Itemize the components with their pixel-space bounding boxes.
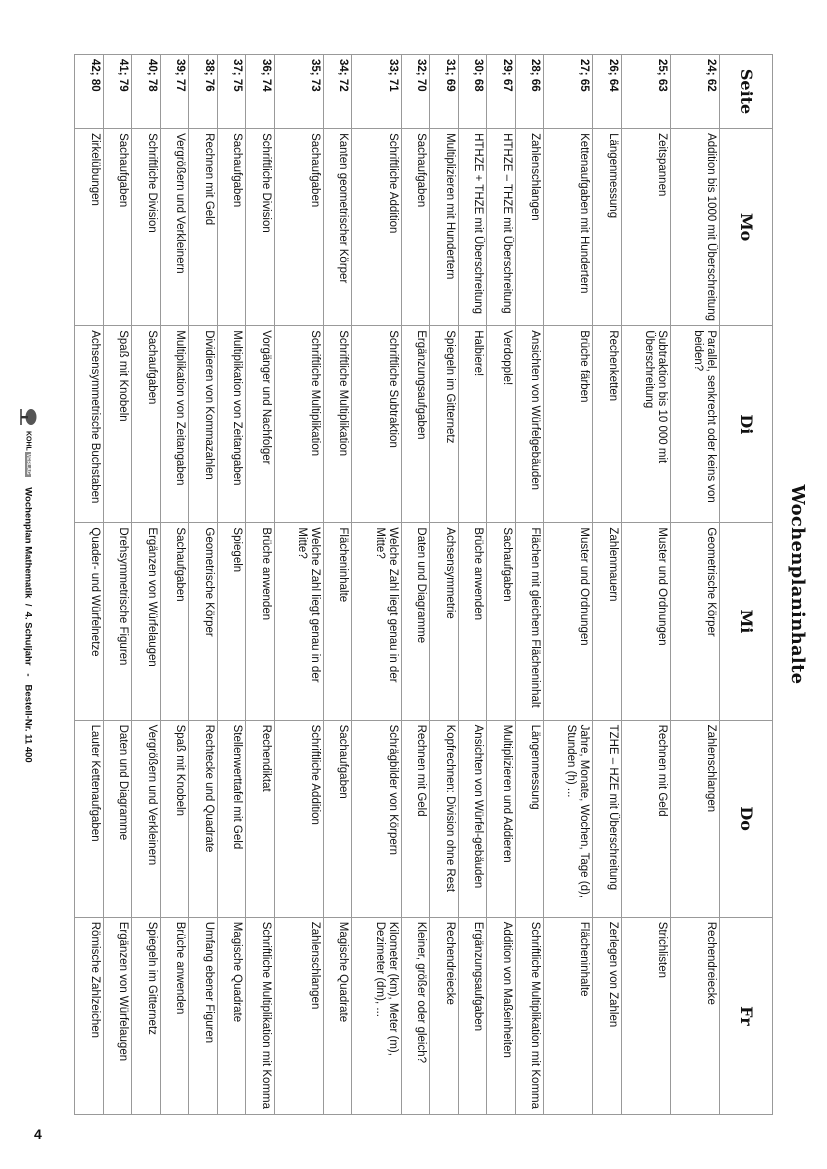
page-cell: 25; 63 <box>621 55 670 129</box>
cell-mi: Muster und Ordnungen <box>621 523 670 720</box>
cell-do: Stellenwerttafel mit Geld <box>217 720 246 917</box>
cell-do: Schrägbilder von Körpern <box>352 720 401 917</box>
column-header-mo: Mo <box>720 129 773 326</box>
cell-di: Halbiere! <box>458 326 487 523</box>
cell-mi: Flächen mit gleichem Flächeninhalt <box>515 523 544 720</box>
publisher-tag: VERLAG <box>25 453 31 475</box>
page-cell: 36; 74 <box>246 55 275 129</box>
page-cell: 31; 69 <box>430 55 459 129</box>
cell-di: Schriftliche Subtraktion <box>352 326 401 523</box>
page-title: Wochenplaninhalte <box>787 484 808 685</box>
cell-mi: Quader- und Würfelnetze <box>75 523 104 720</box>
cell-di: Schriftliche Multiplikation <box>323 326 352 523</box>
cell-mo: HTHZE + THZE mit Überschreitung <box>458 129 487 326</box>
table-row <box>621 55 670 1115</box>
cell-mi: Sachaufgaben <box>160 523 189 720</box>
footer <box>19 0 37 1169</box>
cell-di: Achsensymmetrische Buchstaben <box>75 326 104 523</box>
table-row <box>487 55 516 1115</box>
table-row <box>217 55 246 1115</box>
cell-do: TZHE – HZE mit Überschreitung <box>593 720 622 917</box>
cell-fr: Magische Quadrate <box>323 917 352 1114</box>
table-row <box>323 55 352 1115</box>
cell-mo: Kanten geometrischer Körper <box>323 129 352 326</box>
footer-text: Wochenplan Mathematik / 4. Schuljahr - Bestell-Nr. 11 400 <box>22 487 34 763</box>
cell-do: Rechnen mit Geld <box>401 720 430 917</box>
cell-di: Subtraktion bis 10 000 mit Überschreitung <box>621 326 670 523</box>
cell-mo: Sachaufgaben <box>401 129 430 326</box>
cell-fr: Zerlegen von Zahlen <box>593 917 622 1114</box>
cell-mi: Geometrische Körper <box>670 523 719 720</box>
cell-fr: Schriftliche Multiplikation mit Komma <box>246 917 275 1114</box>
cell-mo: Längenmessung <box>593 129 622 326</box>
page-cell: 40; 78 <box>132 55 161 129</box>
table-row <box>544 55 593 1115</box>
cell-di: Multiplikation von Zeitangaben <box>160 326 189 523</box>
cell-mi: Daten und Diagramme <box>401 523 430 720</box>
publisher-logo <box>19 406 37 476</box>
cell-do: Schriftliche Addition <box>274 720 323 917</box>
cell-fr: Strichlisten <box>621 917 670 1114</box>
cell-do: Spaß mit Knobeln <box>160 720 189 917</box>
page-cell: 42; 80 <box>75 55 104 129</box>
weekly-plan-table <box>74 54 773 1115</box>
cell-di: Sachaufgaben <box>132 326 161 523</box>
table-row <box>160 55 189 1115</box>
cell-mo: Vergrößern und Verkleinern <box>160 129 189 326</box>
page-cell: 28; 66 <box>515 55 544 129</box>
cell-mo: Kettenaufgaben mit Hundertern <box>544 129 593 326</box>
table-row <box>670 55 719 1115</box>
cell-do: Sachaufgaben <box>323 720 352 917</box>
cell-mo: Zirkelübungen <box>75 129 104 326</box>
cell-di: Parallel, senkrecht oder keins von beiden? <box>670 326 719 523</box>
cell-do: Lauter Kettenaufgaben <box>75 720 104 917</box>
cell-fr: Ergänzen von Würfelaugen <box>103 917 132 1114</box>
page-cell: 27; 65 <box>544 55 593 129</box>
cell-do: Rechendiktat <box>246 720 275 917</box>
page-cell: 30; 68 <box>458 55 487 129</box>
cell-mo: Multiplizieren mit Hundertern <box>430 129 459 326</box>
cell-mo: HTHZE – THZE mit Überschreitung <box>487 129 516 326</box>
table-row <box>132 55 161 1115</box>
cell-do: Zahlenschlangen <box>670 720 719 917</box>
page-cell: 41; 79 <box>103 55 132 129</box>
table-row <box>274 55 323 1115</box>
cell-di: Multiplikation von Zeitangaben <box>217 326 246 523</box>
cell-do: Jahre, Monate, Wochen, Tage (d), Stunden (h) ... <box>544 720 593 917</box>
cell-di: Brüche färben <box>544 326 593 523</box>
cell-fr: Spiegeln im Gitternetz <box>132 917 161 1114</box>
cell-mi: Zahlenmauern <box>593 523 622 720</box>
cell-mi: Spiegeln <box>217 523 246 720</box>
cell-di: Spiegeln im Gitternetz <box>430 326 459 523</box>
page-cell: 32; 70 <box>401 55 430 129</box>
cell-di: Verdopple! <box>487 326 516 523</box>
table-row <box>189 55 218 1115</box>
cell-fr: Flächeninhalte <box>544 917 593 1114</box>
cell-di: Schriftliche Multiplikation <box>274 326 323 523</box>
cell-mo: Zeitspannen <box>621 129 670 326</box>
cell-di: Rechenketten <box>593 326 622 523</box>
cell-mi: Brüche anwenden <box>246 523 275 720</box>
page-cell: 26; 64 <box>593 55 622 129</box>
table-row <box>515 55 544 1115</box>
page-cell: 39; 77 <box>160 55 189 129</box>
column-header-fr: Fr <box>720 917 773 1114</box>
page-cell: 35; 73 <box>274 55 323 129</box>
cell-fr: Ergänzungsaufgaben <box>458 917 487 1114</box>
page-cell: 38; 76 <box>189 55 218 129</box>
page-cell: 33; 71 <box>352 55 401 129</box>
page-cell: 29; 67 <box>487 55 516 129</box>
cell-mi: Muster und Ordnungen <box>544 523 593 720</box>
cell-mi: Brüche anwenden <box>458 523 487 720</box>
cell-do: Multiplizieren und Addieren <box>487 720 516 917</box>
cell-fr: Kleiner, größer oder gleich? <box>401 917 430 1114</box>
cell-mo: Schriftliche Division <box>132 129 161 326</box>
cell-mi: Drehsymmetrische Figuren <box>103 523 132 720</box>
column-header-do: Do <box>720 720 773 917</box>
cell-mo: Addition bis 1000 mit Überschreitung <box>670 129 719 326</box>
cell-do: Längenmessung <box>515 720 544 917</box>
cell-mo: Zahlenschlangen <box>515 129 544 326</box>
cell-fr: Rechendreiecke <box>430 917 459 1114</box>
table-row <box>246 55 275 1115</box>
table-row <box>458 55 487 1115</box>
cell-fr: Zahlenschlangen <box>274 917 323 1114</box>
column-header-mi: Mi <box>720 523 773 720</box>
cell-di: Ergänzungsaufgaben <box>401 326 430 523</box>
cell-mi: Achsensymmetrie <box>430 523 459 720</box>
cell-mo: Schriftliche Addition <box>352 129 401 326</box>
cell-fr: Kilometer (km), Meter (m), Dezimeter (dm), ... <box>352 917 401 1114</box>
cell-fr: Addition von Maßeinheiten <box>487 917 516 1114</box>
cell-mi: Welche Zahl liegt genau in der Mitte? <box>352 523 401 720</box>
cell-do: Ansichten von Würfel-gebäuden <box>458 720 487 917</box>
cell-fr: Römische Zahlzeichen <box>75 917 104 1114</box>
cell-do: Rechtecke und Quadrate <box>189 720 218 917</box>
table-row <box>401 55 430 1115</box>
page-number: 4 <box>34 1126 42 1142</box>
cell-mo: Rechnen mit Geld <box>189 129 218 326</box>
table-row <box>352 55 401 1115</box>
cell-di: Dividieren von Kommazahlen <box>189 326 218 523</box>
table-row <box>75 55 104 1115</box>
cell-mo: Sachaufgaben <box>274 129 323 326</box>
cell-mi: Geometrische Körper <box>189 523 218 720</box>
cell-mo: Sachaufgaben <box>217 129 246 326</box>
cell-mi: Ergänzen von Würfelaugen <box>132 523 161 720</box>
cell-do: Rechnen mit Geld <box>621 720 670 917</box>
cell-do: Daten und Diagramme <box>103 720 132 917</box>
table-row <box>430 55 459 1115</box>
cell-di: Vorgänger und Nachfolger <box>246 326 275 523</box>
cell-mi: Welche Zahl liegt genau in der Mitte? <box>274 523 323 720</box>
cell-do: Vergrößern und Verkleinern <box>132 720 161 917</box>
tree-icon <box>19 406 37 428</box>
cell-mi: Flächeninhalte <box>323 523 352 720</box>
page-cell: 24; 62 <box>670 55 719 129</box>
cell-fr: Schriftliche Multiplikation mit Komma <box>515 917 544 1114</box>
cell-mo: Schriftliche Division <box>246 129 275 326</box>
cell-fr: Brüche anwenden <box>160 917 189 1114</box>
publisher-name: KOHL <box>24 430 32 451</box>
page-cell: 37; 75 <box>217 55 246 129</box>
cell-di: Spaß mit Knobeln <box>103 326 132 523</box>
header-row <box>720 55 773 1115</box>
cell-di: Ansichten von Würfelgebäuden <box>515 326 544 523</box>
cell-fr: Magische Quadrate <box>217 917 246 1114</box>
column-header-seite: Seite <box>720 55 773 129</box>
cell-fr: Umfang ebener Figuren <box>189 917 218 1114</box>
cell-mi: Sachaufgaben <box>487 523 516 720</box>
table-row <box>593 55 622 1115</box>
column-header-di: Di <box>720 326 773 523</box>
table-row <box>103 55 132 1115</box>
page-cell: 34; 72 <box>323 55 352 129</box>
cell-do: Kopfrechnen: Division ohne Rest <box>430 720 459 917</box>
cell-mo: Sachaufgaben <box>103 129 132 326</box>
cell-fr: Rechendreiecke <box>670 917 719 1114</box>
